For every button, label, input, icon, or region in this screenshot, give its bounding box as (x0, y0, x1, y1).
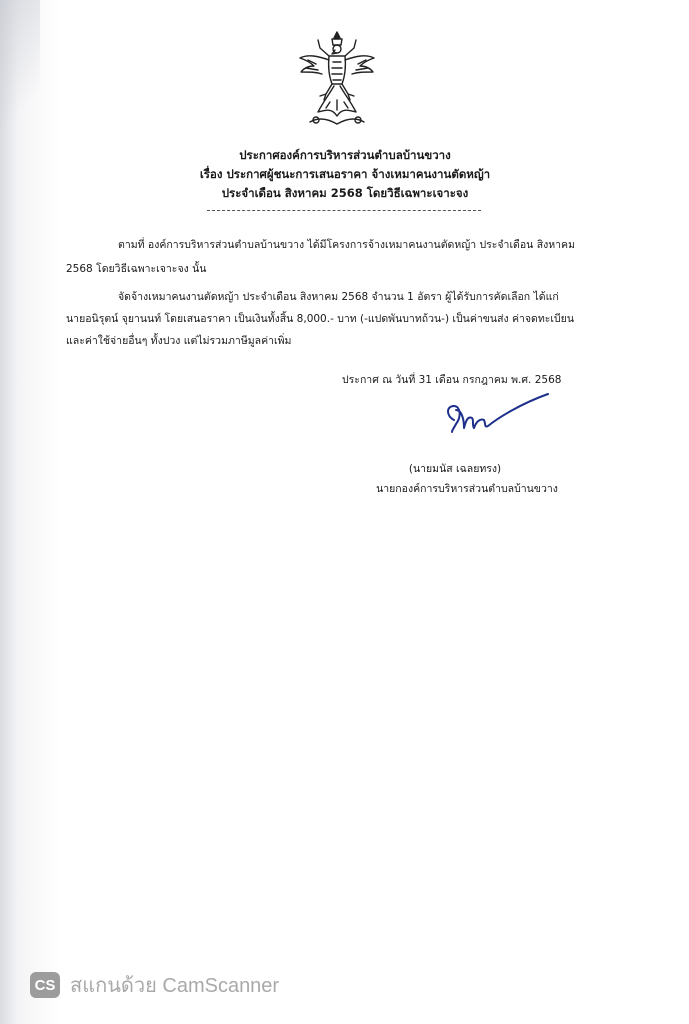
paragraph-1-line-1: ตามที่ องค์การบริหารส่วนตำบลบ้านขวาง ได้มีโครงการจ้างเหมาคนงานตัดหญ้า ประจำเดือน สิงหาคม (118, 239, 575, 251)
header-divider (207, 210, 481, 211)
signatory-name: (นายมนัส เฉลยทรง) (408, 463, 502, 475)
watermark-text: สแกนด้วย CamScanner (70, 975, 280, 997)
garuda-emblem-icon (296, 30, 378, 128)
paragraph-2-line-1: จัดจ้างเหมาคนงานตัดหญ้า ประจำเดือน สิงหาคม 2568 จำนวน 1 อัตรา ผู้ได้รับการคัดเลือก ได้แก่ (118, 291, 559, 303)
handwritten-signature (440, 390, 555, 442)
announcement-date: ประกาศ ณ วันที่ 31 เดือน กรกฎาคม พ.ศ. 2568 (342, 374, 562, 386)
page-fold-shadow (0, 0, 40, 150)
announcement-period-heading: ประจำเดือน สิงหาคม 2568 โดยวิธีเฉพาะเจาะจง (221, 186, 469, 200)
camscanner-logo-icon: CS (30, 972, 60, 998)
announcement-issuer-heading: ประกาศองค์การบริหารส่วนตำบลบ้านขวาง (239, 148, 451, 162)
paragraph-2-line-3: และค่าใช้จ่ายอื่นๆ ทั้งปวง แต่ไม่รวมภาษีมูลค่าเพิ่ม (66, 335, 292, 347)
paragraph-1-line-2: 2568 โดยวิธีเฉพาะเจาะจง นั้น (66, 263, 207, 275)
camscanner-watermark (30, 970, 279, 1000)
paragraph-2-line-2: นายอนิรุตน์ จุยานนท์ โดยเสนอราคา เป็นเงินทั้งสิ้น 8,000.- บาท (-แปดพันบาทถ้วน-) เป็นค่าขนส่ง ค่าจดทะเบียน (66, 313, 575, 325)
signatory-title: นายกองค์การบริหารส่วนตำบลบ้านขวาง (376, 483, 558, 495)
announcement-subject-heading: เรื่อง ประกาศผู้ชนะการเสนอราคา จ้างเหมาคนงานตัดหญ้า (199, 167, 491, 181)
